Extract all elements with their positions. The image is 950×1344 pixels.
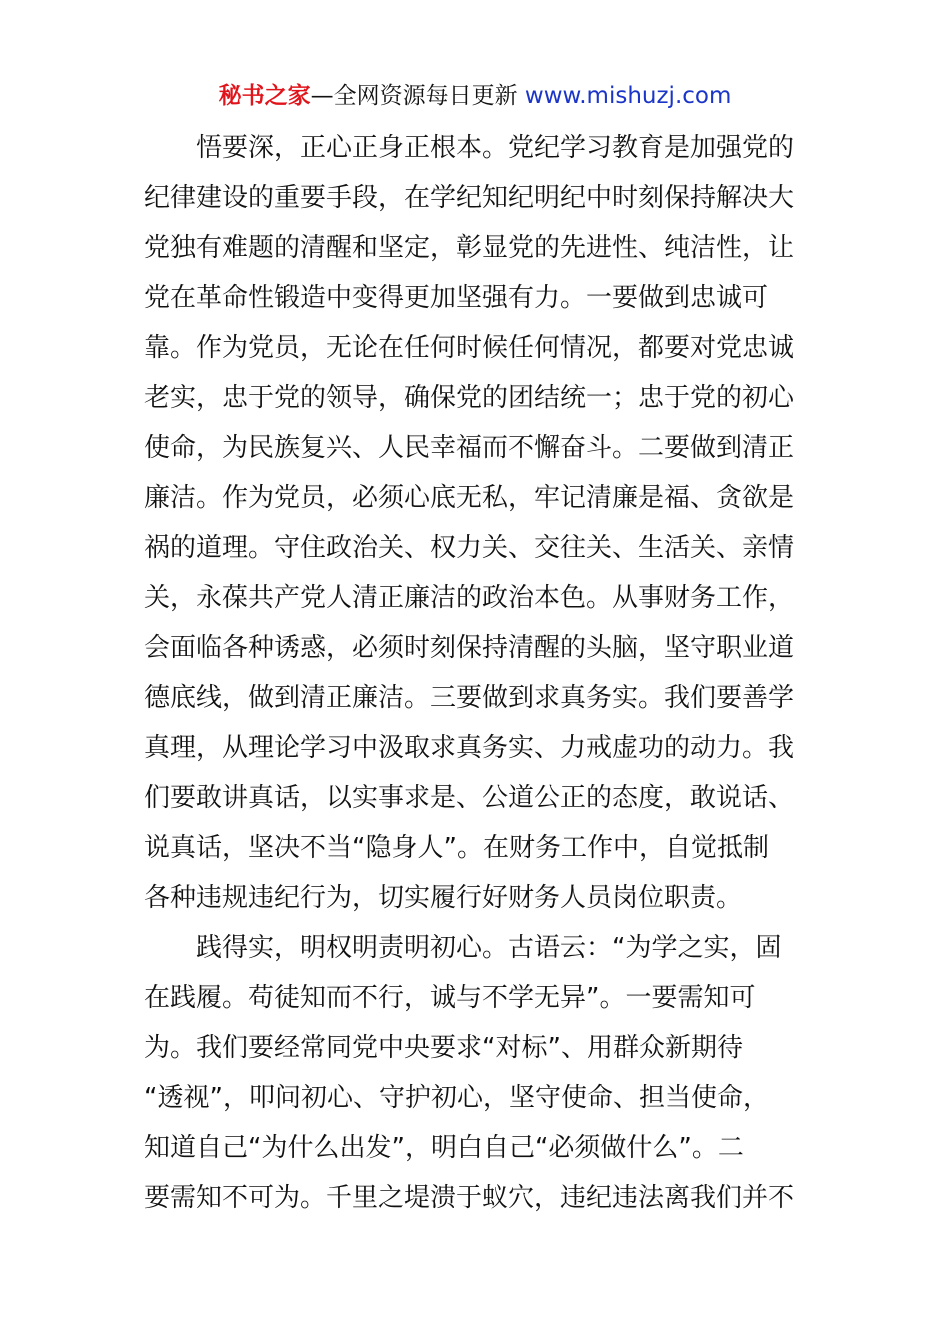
text-line: 老实，忠于党的领导，确保党的团结统一；忠于党的初心 [144,383,795,413]
paragraph-2 [144,930,809,1230]
text-line: 们要敢讲真话，以实事求是、公道公正的态度，敢说话、 [144,783,795,813]
text-line: 知道自己“为什么出发”，明白自己“必须做什么”。二 [144,1133,744,1163]
text-line: 在践履。苟徒知而不行，诚与不学无异”。一要需知可 [144,983,756,1013]
document-body [144,130,809,1230]
paragraph-1 [144,130,809,930]
text-line: 会面临各种诱惑，必须时刻保持清醒的头脑，坚守职业道 [144,633,795,663]
text-line: 各种违规违纪行为，切实履行好财务人员岗位职责。 [144,883,743,913]
text-line: “透视”，叩问初心、守护初心，坚守使命、担当使命， [144,1083,769,1113]
text-line: 廉洁。作为党员，必须心底无私，牢记清廉是福、贪欲是 [144,483,795,513]
site-url[interactable]: www.mishuzj.com [524,83,732,109]
text-line: 要需知不可为。千里之堤溃于蚁穴，违纪违法离我们并不 [144,1183,795,1213]
text-line: 为。我们要经常同党中央要求“对标”、用群众新期待 [144,1033,743,1063]
text-line: 使命，为民族复兴、人民幸福而不懈奋斗。二要做到清正 [144,433,795,463]
text-line: 说真话，坚决不当“隐身人”。在财务工作中，自觉抵制 [144,833,769,863]
header-tagline: —全网资源每日更新 [310,83,518,109]
text-line: 践得实，明权明责明初心。古语云：“为学之实，固 [144,933,782,963]
page-header [0,80,950,112]
text-line: 纪律建设的重要手段，在学纪知纪明纪中时刻保持解决大 [144,183,795,213]
text-line: 真理，从理论学习中汲取求真务实、力戒虚功的动力。我 [144,733,795,763]
brand-name: 秘书之家 [218,83,311,109]
text-line: 德底线，做到清正廉洁。三要做到求真务实。我们要善学 [144,683,795,713]
text-line: 党独有难题的清醒和坚定，彰显党的先进性、纯洁性，让 [144,233,795,263]
text-line: 关，永葆共产党人清正廉洁的政治本色。从事财务工作， [144,583,795,613]
text-line: 党在革命性锻造中变得更加坚强有力。一要做到忠诚可 [144,283,769,313]
text-line: 靠。作为党员，无论在任何时候任何情况，都要对党忠诚 [144,333,795,363]
text-line: 悟要深，正心正身正根本。党纪学习教育是加强党的 [144,133,795,163]
text-line: 祸的道理。守住政治关、权力关、交往关、生活关、亲情 [144,533,795,563]
